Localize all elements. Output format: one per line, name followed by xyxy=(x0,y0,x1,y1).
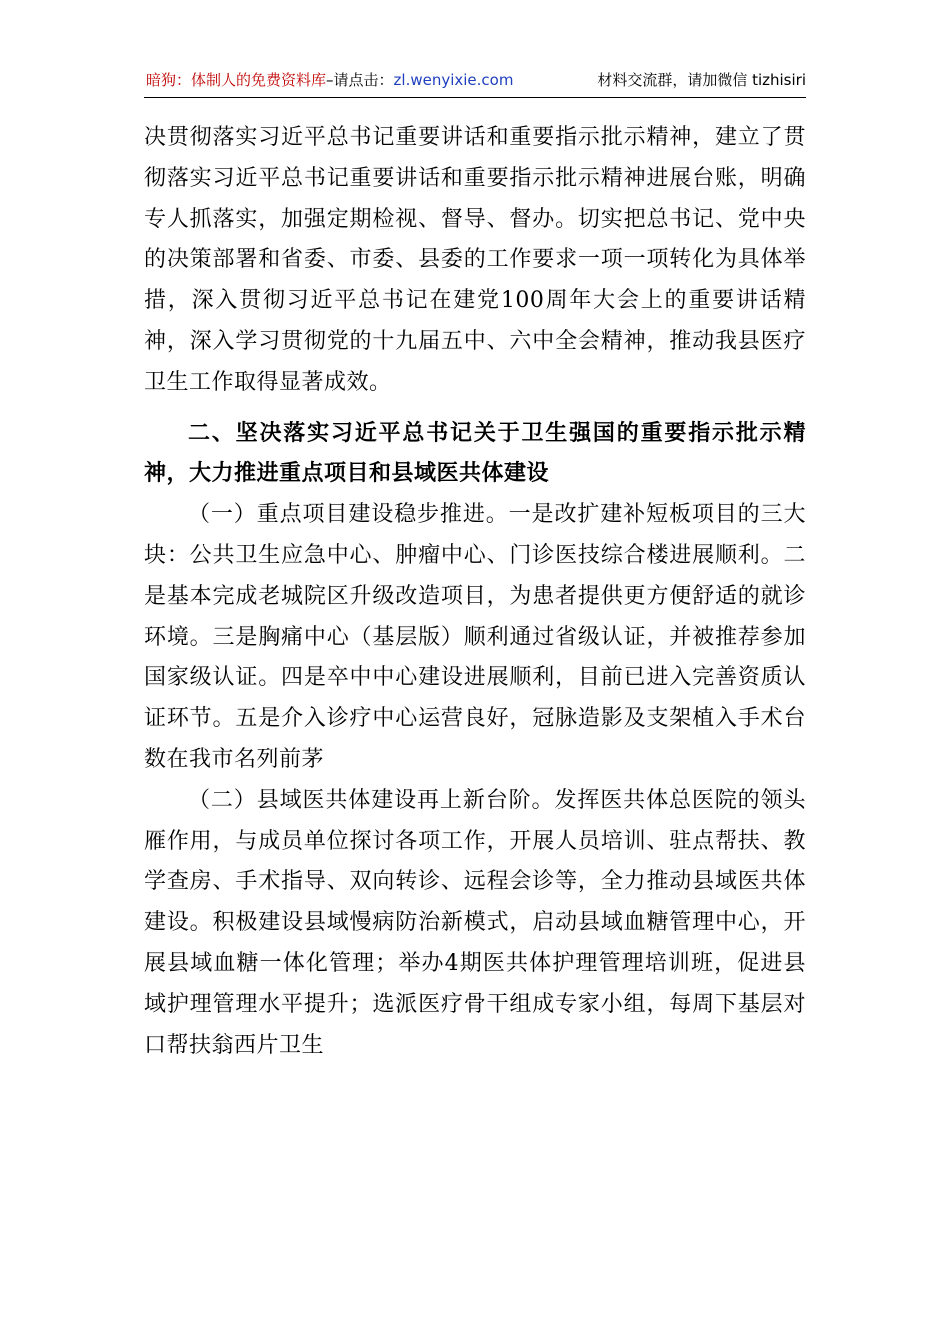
document-body xyxy=(144,118,806,1066)
header-brand: 暗狗：体制人的免费资料库 xyxy=(146,71,327,89)
header-left xyxy=(146,67,513,93)
paragraph-medical-community: （二）县域医共体建设再上新台阶。发挥医共体总医院的领头雁作用，与成员单位探讨各项工作，开展人员培训、驻点帮扶、教学查房、手术指导、双向转诊、远程会诊等，全力推动县域医共体建设。积极建设县域慢病防治新模式，启动县域血糖管理中心，开展县域血糖一体化管理；举办4期医共体护理管理培训班，促进县域护理管理水平提升；选派医疗骨干组成专家小组，每周下基层对口帮扶翁西片卫生 xyxy=(144,787,806,1058)
header-url-link[interactable]: zl.wenyixie.com xyxy=(393,71,514,89)
header-link-prefix: –请点击： xyxy=(326,71,394,89)
paragraph-continuation: 决贯彻落实习近平总书记重要讲话和重要指示批示精神，建立了贯彻落实习近平总书记重要讲话和重要指示批示精神进展台账，明确专人抓落实，加强定期检视、督导、督办。切实把总书记、党中央的决策部署和省委、市委、县委的工作要求一项一项转化为具体举措，深入贯彻习近平总书记在建党100周年大会上的重要讲话精神，深入学习贯彻党的十九届五中、六中全会精神，推动我县医疗卫生工作取得显著成效。 xyxy=(144,125,806,395)
paragraph-key-projects: （一）重点项目建设稳步推进。一是改扩建补短板项目的三大块：公共卫生应急中心、肿瘤中心、门诊医技综合楼进展顺利。二是基本完成老城院区升级改造项目，为患者提供更方便舒适的就诊环境。三是胸痛中心（基层版）顺利通过省级认证，并被推荐参加国家级认证。四是卒中中心建设进展顺利，目前已进入完善资质认证环节。五是介入诊疗中心运营良好，冠脉造影及支架植入手术台数在我市名列前茅 xyxy=(144,502,806,772)
header-right-note: 材料交流群，请加微信 tizhisiri xyxy=(597,71,806,89)
section-heading-2: 二、坚决落实习近平总书记关于卫生强国的重要指示批示精神，大力推进重点项目和县域医共体建设 xyxy=(144,420,806,487)
page-header xyxy=(144,67,806,98)
